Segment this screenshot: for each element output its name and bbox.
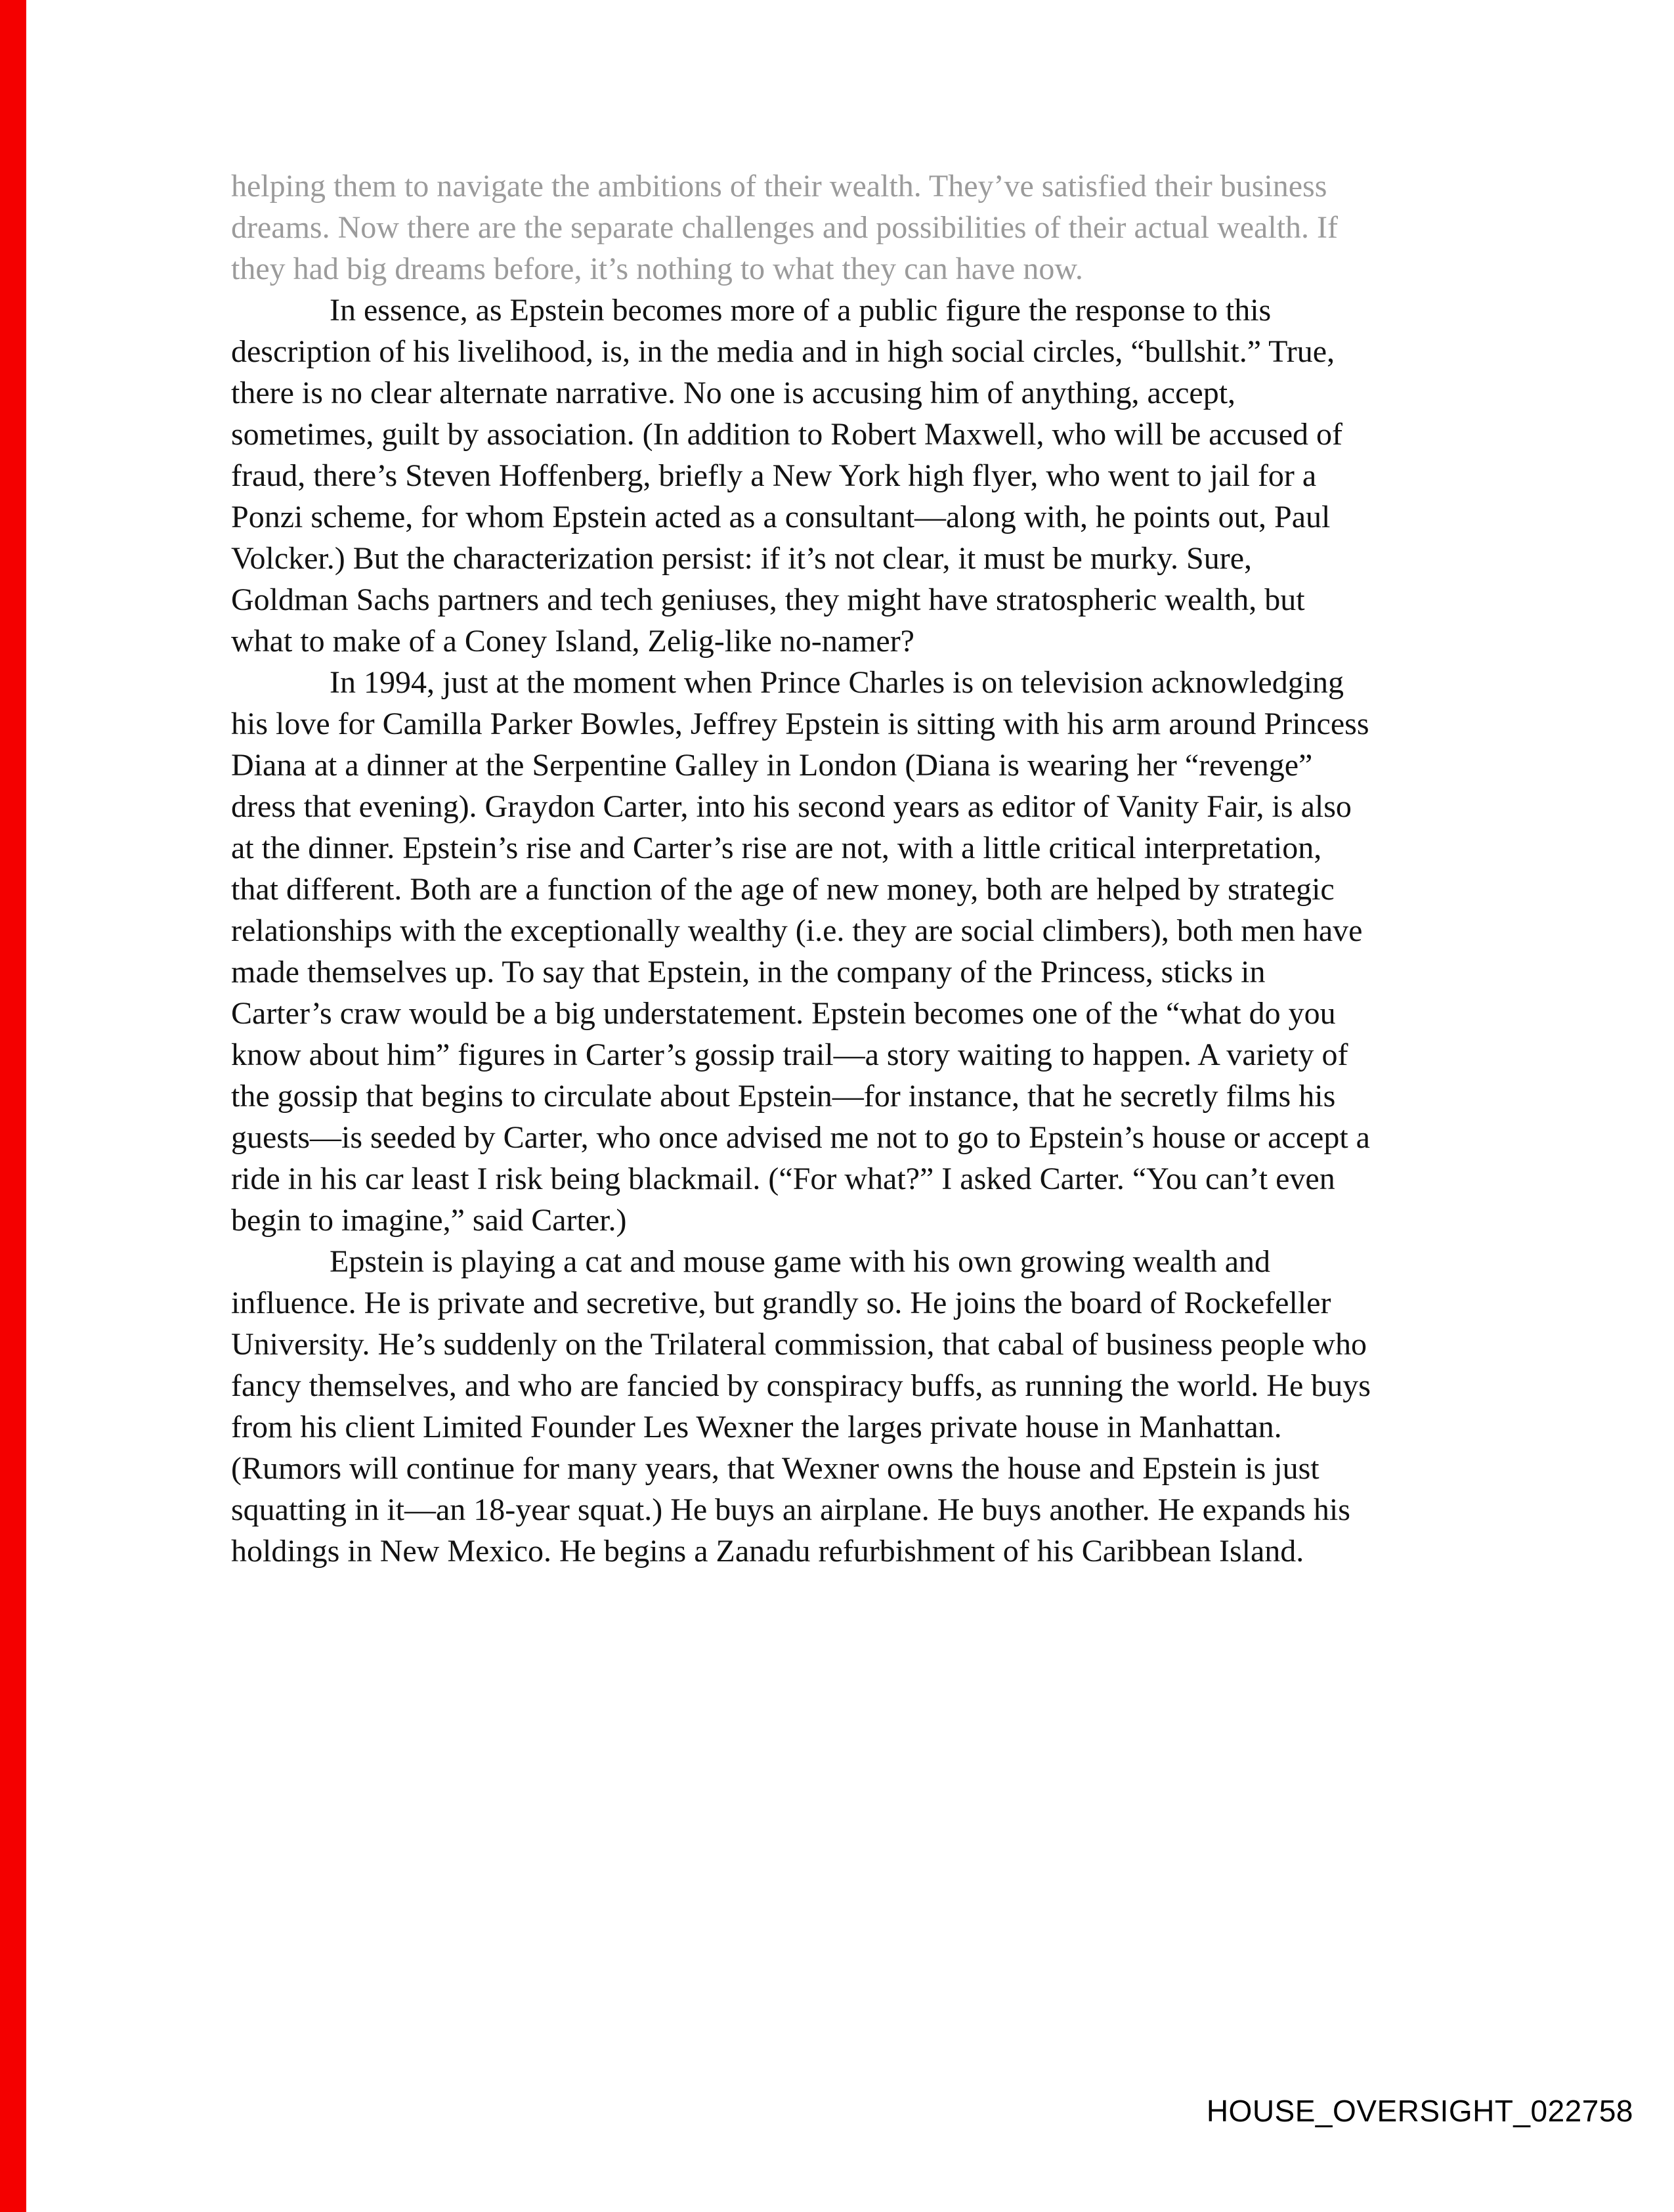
body-paragraph-3: Epstein is playing a cat and mouse game with his own growing wealth and influence. He is private and secretive, but grandly so. He joins the board of Rockefeller University. He’s suddenly on the Trilateral commission, that cabal of business people who fancy themselves, and who are fancied by conspiracy buffs, as running the world. He buys from his client Limited Founder Les Wexner the larges private house in Manhattan. (Rumors will continue for many years, that Wexner owns the house and Epstein is just squatting in it—an 18-year squat.) He buys an airplane. He buys another. He expands his holdings in New Mexico. He begins a Zanadu refurbishment of his Caribbean Island. <box>231 1244 1371 1569</box>
bates-stamp: HOUSE_OVERSIGHT_022758 <box>1206 2094 1633 2128</box>
body-paragraph-2: In 1994, just at the moment when Prince Charles is on television acknowledging his love for Camilla Parker Bowles, Jeffrey Epstein is sitting with his arm around Princess Diana at a dinner at the Serpentine Galley in London (Diana is wearing her “revenge” dress that evening). Graydon Carter, into his second years as editor of Vanity Fair, is also at the dinner. Epstein’s rise and Carter’s rise are not, with a little critical interpretation, that different. Both are a function of the age of new money, both are helped by strategic relationships with the exceptionally wealthy (i.e. they are social climbers), both men have made themselves up. To say that Epstein, in the company of the Princess, sticks in Carter’s craw would be a big understatement. Epstein becomes one of the “what do you know about him” figures in Carter’s gossip trail—a story waiting to happen. A variety of the gossip that begins to circulate about Epstein—for instance, that he secretly films his guests—is seeded by Carter, who once advised me not to go to Epstein’s house or accept a ride in his car least I risk being blackmail. (“For what?” I asked Carter. “You can’t even begin to imagine,” said Carter.) <box>231 665 1370 1238</box>
left-edge-red-strip <box>0 0 26 2212</box>
body-paragraph-1: In essence, as Epstein becomes more of a public figure the response to this description of his livelihood, is, in the media and in high social circles, “bullshit.” True, there is no clear alternate narrative. No one is accusing him of anything, accept, sometimes, guilt by association. (In addition to Robert Maxwell, who will be accused of fraud, there’s Steven Hoffenberg, briefly a New York high flyer, who went to jail for a Ponzi scheme, for whom Epstein acted as a consultant—along with, he points out, Paul Volcker.) But the characterization persist: if it’s not clear, it must be murky. Sure, Goldman Sachs partners and tech geniuses, they might have stratospheric wealth, but what to make of a Coney Island, Zelig-like no-namer? <box>231 293 1343 659</box>
continuation-paragraph: helping them to navigate the ambitions of their wealth. They’ve satisfied their business dreams. Now there are the separate challenges and possibilities of their actual wealth. If they had big dreams before, it’s nothing to what they can have now. <box>231 169 1338 286</box>
page-text-block <box>231 165 1373 1572</box>
